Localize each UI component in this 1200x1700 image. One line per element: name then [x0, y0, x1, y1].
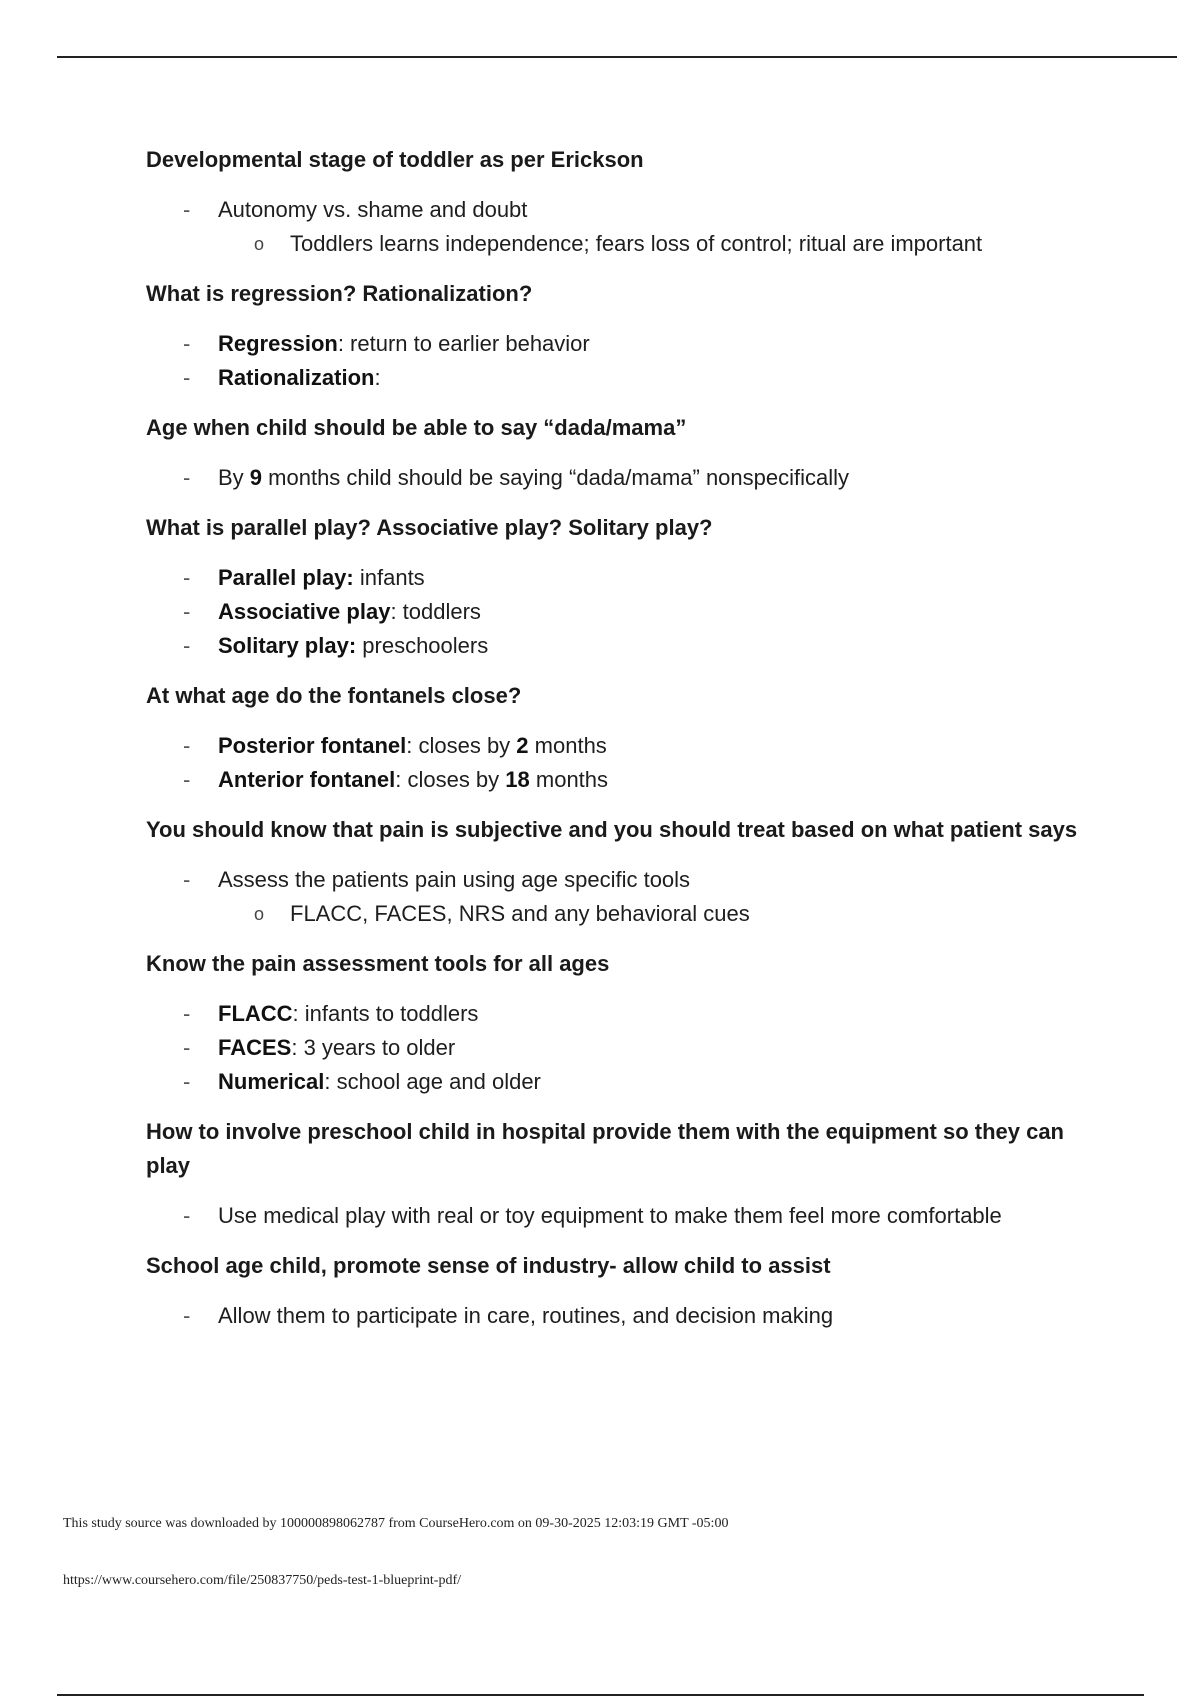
- item-text: infants: [353, 565, 425, 590]
- section: [146, 411, 1106, 495]
- dash-bullet-icon: -: [183, 465, 191, 490]
- dash-bullet-icon: -: [183, 331, 191, 356]
- item-term: Associative play: [218, 599, 391, 624]
- sub-list: [218, 227, 1106, 261]
- section: [146, 947, 1106, 1099]
- bullet-item: [146, 1031, 1106, 1065]
- section: [146, 679, 1106, 797]
- item-term: Anterior fontanel: [218, 767, 396, 792]
- dash-bullet-icon: -: [183, 365, 191, 390]
- item-text: : school age and older: [324, 1069, 541, 1094]
- dash-bullet-icon: -: [183, 867, 191, 892]
- item-text: months child should be saying “dada/mama” nonspecifically: [262, 465, 850, 490]
- dash-bullet-icon: -: [183, 1303, 191, 1328]
- item-text: months: [528, 733, 607, 758]
- bullet-item: [146, 1199, 1106, 1233]
- section: [146, 511, 1106, 663]
- bullet-item: [146, 1065, 1106, 1099]
- bullet-list: [146, 729, 1106, 797]
- item-text: : 3 years to older: [291, 1035, 456, 1060]
- item-text: months: [529, 767, 609, 792]
- item-term: Numerical: [218, 1069, 325, 1094]
- dash-bullet-icon: -: [183, 1069, 191, 1094]
- item-text: Assess the patients pain using age specific tools: [218, 867, 691, 892]
- section: [146, 1115, 1106, 1233]
- bullet-list: [146, 327, 1106, 395]
- item-text: : return to earlier behavior: [337, 331, 590, 356]
- bullet-list: [146, 1199, 1106, 1233]
- document-body: [146, 143, 1106, 1349]
- item-term: FACES: [218, 1035, 292, 1060]
- section-heading: How to involve preschool child in hospital provide them with the equipment so they can play: [146, 1119, 1064, 1178]
- bullet-list: [146, 193, 1106, 261]
- bullet-list: [146, 863, 1106, 931]
- bottom-divider: [57, 1694, 1144, 1696]
- bullet-list: [146, 997, 1106, 1099]
- item-term: Rationalization: [218, 365, 375, 390]
- sub-item: [218, 897, 1106, 931]
- dash-bullet-icon: -: [183, 1035, 191, 1060]
- bullet-list: [146, 1299, 1106, 1333]
- item-term: 2: [516, 733, 529, 758]
- bullet-item: [146, 629, 1106, 663]
- item-term: 9: [249, 465, 263, 490]
- section: [146, 143, 1106, 261]
- bullet-item: [146, 595, 1106, 629]
- sub-item: [218, 227, 1106, 261]
- bullet-item: [146, 997, 1106, 1031]
- item-term: Solitary play:: [218, 633, 357, 658]
- dash-bullet-icon: -: [183, 767, 191, 792]
- source-url: https://www.coursehero.com/file/250837750/peds-test-1-blueprint-pdf/: [63, 1573, 462, 1588]
- section: [146, 1249, 1106, 1333]
- bullet-item: [146, 1299, 1106, 1333]
- item-text: : closes by: [395, 767, 506, 792]
- item-text: preschoolers: [356, 633, 489, 658]
- item-term: 18: [505, 767, 530, 792]
- item-term: FLACC: [218, 1001, 293, 1026]
- dash-bullet-icon: -: [183, 565, 191, 590]
- item-term: Posterior fontanel: [218, 733, 407, 758]
- sub-item-text: Toddlers learns independence; fears loss of control; ritual are important: [290, 231, 983, 256]
- bullet-item: [146, 561, 1106, 595]
- bullet-item: [146, 729, 1106, 763]
- dash-bullet-icon: -: [183, 599, 191, 624]
- bullet-item: [146, 763, 1106, 797]
- item-term: Parallel play:: [218, 565, 354, 590]
- section-heading: Age when child should be able to say “dada/mama”: [146, 415, 687, 440]
- item-text: Allow them to participate in care, routines, and decision making: [218, 1303, 834, 1328]
- section: [146, 813, 1106, 931]
- section-heading: School age child, promote sense of industry- allow child to assist: [146, 1253, 831, 1278]
- item-text: :: [374, 365, 381, 390]
- section-heading: At what age do the fontanels close?: [146, 683, 522, 708]
- dash-bullet-icon: -: [183, 733, 191, 758]
- circle-bullet-icon: o: [254, 234, 265, 254]
- dash-bullet-icon: -: [183, 1001, 191, 1026]
- item-text: : closes by: [406, 733, 517, 758]
- bullet-item: [146, 461, 1106, 495]
- section-heading: What is parallel play? Associative play? Solitary play?: [146, 515, 713, 540]
- download-notice: This study source was downloaded by 100000898062787 from CourseHero.com on 09-30-2025 12:03:19 GMT -05:00: [63, 1516, 729, 1531]
- dash-bullet-icon: -: [183, 1203, 191, 1228]
- sub-item-text: FLACC, FACES, NRS and any behavioral cues: [290, 901, 750, 926]
- section-heading: Know the pain assessment tools for all ages: [146, 951, 610, 976]
- bullet-item: [146, 863, 1106, 931]
- section-heading: Developmental stage of toddler as per Erickson: [146, 147, 644, 172]
- item-text: Use medical play with real or toy equipment to make them feel more comfortable: [218, 1203, 1002, 1228]
- bullet-item: [146, 327, 1106, 361]
- dash-bullet-icon: -: [183, 633, 191, 658]
- bullet-list: [146, 461, 1106, 495]
- bullet-item: [146, 193, 1106, 261]
- section: [146, 277, 1106, 395]
- item-text: By: [218, 465, 250, 490]
- dash-bullet-icon: -: [183, 197, 191, 222]
- top-divider: [57, 56, 1177, 58]
- item-text: Autonomy vs. shame and doubt: [218, 197, 528, 222]
- circle-bullet-icon: o: [254, 904, 265, 924]
- section-heading: What is regression? Rationalization?: [146, 281, 533, 306]
- item-text: : toddlers: [390, 599, 481, 624]
- section-heading: You should know that pain is subjective and you should treat based on what patient says: [146, 817, 1078, 842]
- sub-list: [218, 897, 1106, 931]
- item-term: Regression: [218, 331, 338, 356]
- bullet-list: [146, 561, 1106, 663]
- bullet-item: [146, 361, 1106, 395]
- item-text: : infants to toddlers: [292, 1001, 479, 1026]
